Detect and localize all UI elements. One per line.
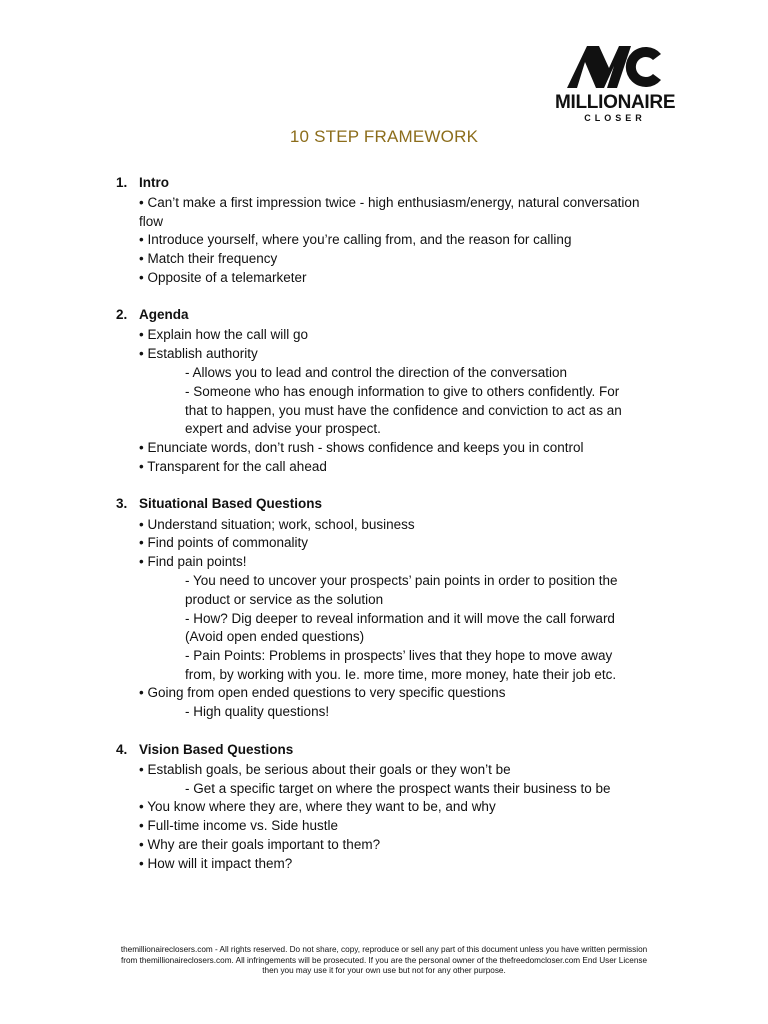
section-heading: Agenda [139, 307, 189, 322]
list-item: • Establish authority [139, 346, 258, 361]
section-number: 3. [116, 496, 128, 511]
list-item: • Transparent for the call ahead [139, 459, 327, 474]
list-item: • How will it impact them? [139, 856, 293, 871]
list-item: • Can’t make a first impression twice - high enthusiasm/energy, natural conversation [139, 195, 640, 210]
list-item: - Allows you to lead and control the direction of the conversation [185, 365, 567, 380]
section-number: 1. [116, 175, 128, 190]
section-heading: Vision Based Questions [139, 742, 294, 757]
logo-brand-text: MILLIONAIRE [555, 92, 676, 113]
list-item: • You know where they are, where they want to be, and why [139, 799, 496, 814]
list-item: • Why are their goals important to them? [139, 837, 381, 852]
footer-line: themillionaireclosers.com - All rights reserved. Do not share, copy, reproduce or sell any part of this document unless you have written permission [120, 945, 648, 954]
list-item: - Get a specific target on where the prospect wants their business to be [185, 781, 611, 796]
list-item: • Explain how the call will go [139, 327, 309, 342]
section-number: 2. [116, 307, 128, 322]
list-item: - High quality questions! [185, 704, 330, 719]
footer-line: from themillionaireclosers.com. All infringements will be prosecuted. If you are the personal owner of the thefreedomcloser.com End User License [120, 955, 648, 965]
list-item: flow [139, 214, 164, 229]
list-item: • Find pain points! [139, 554, 247, 569]
list-item: • Introduce yourself, where you’re calling from, and the reason for calling [139, 232, 572, 247]
brand-logo [555, 44, 675, 124]
list-item: (Avoid open ended questions) [185, 629, 365, 644]
list-item: • Going from open ended questions to very specific questions [139, 685, 506, 700]
list-item: from, by working with you. Ie. more time, more money, hate their job etc. [185, 667, 617, 682]
section-number: 4. [116, 742, 128, 757]
list-item: • Enunciate words, don’t rush - shows confidence and keeps you in control [139, 440, 584, 455]
list-item: - You need to uncover your prospects’ pain points in order to position the [185, 573, 618, 588]
list-item: • Opposite of a telemarketer [139, 270, 307, 285]
mc-logo-icon [565, 44, 665, 90]
list-item: • Full-time income vs. Side hustle [139, 818, 339, 833]
footer-line: then you may use it for your own use but not for any other purpose. [262, 966, 506, 975]
list-item: product or service as the solution [185, 592, 384, 607]
footer-copyright [60, 945, 708, 977]
list-item: that to happen, you must have the confidence and conviction to act as an [185, 403, 622, 418]
list-item: • Find points of commonality [139, 535, 309, 550]
list-item: • Establish goals, be serious about their goals or they won’t be [139, 762, 511, 777]
logo-sub-text: CLOSER [584, 113, 646, 123]
list-item: • Understand situation; work, school, business [139, 517, 415, 532]
page-title: 10 STEP FRAMEWORK [289, 127, 479, 146]
list-item: - Someone who has enough information to give to others confidently. For [185, 384, 620, 399]
list-item: - How? Dig deeper to reveal information and it will move the call forward [185, 611, 615, 626]
list-item: - Pain Points: Problems in prospects’ lives that they hope to move away [185, 648, 613, 663]
section-heading: Situational Based Questions [139, 496, 323, 511]
section-heading: Intro [139, 175, 169, 190]
list-item: • Match their frequency [139, 251, 278, 266]
list-item: expert and advise your prospect. [185, 421, 381, 436]
